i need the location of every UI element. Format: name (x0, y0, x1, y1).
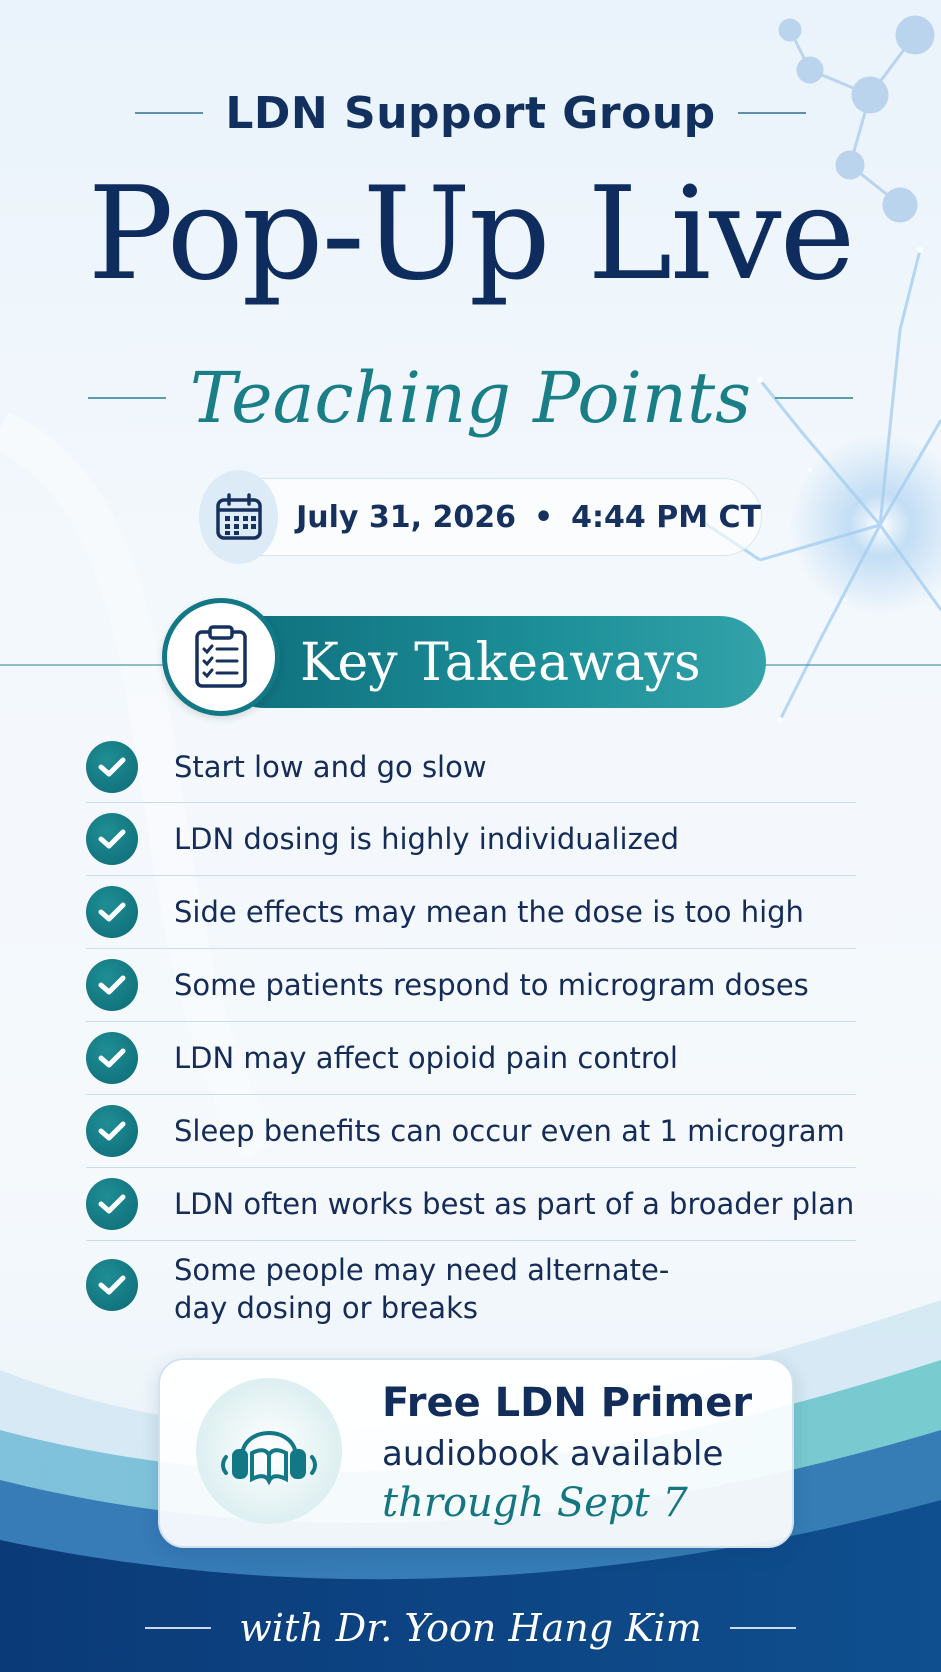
takeaway-text: Sleep benefits can occur even at 1 microgram (174, 1114, 845, 1148)
divider (88, 397, 166, 399)
event-time: 4:44 PM CT (571, 499, 761, 535)
promo-title: Free LDN Primer (382, 1380, 753, 1426)
takeaway-text: Some people may need alternate-day dosing or breaks (174, 1253, 670, 1325)
event-date: July 31, 2026 (296, 499, 516, 535)
audiobook-headphones-icon (196, 1378, 342, 1524)
checkmark-icon (86, 886, 138, 938)
separator-dot: • (533, 499, 554, 535)
list-item (86, 1241, 856, 1337)
checkmark-icon (86, 1105, 138, 1157)
clipboard-checklist-icon (162, 598, 280, 716)
list-item (86, 732, 856, 803)
calendar-icon (199, 470, 278, 564)
subtitle-row (0, 350, 941, 446)
divider (730, 1627, 796, 1629)
promo-subtitle: audiobook available (382, 1434, 724, 1474)
page-title: Pop-Up Live (87, 160, 854, 309)
takeaway-text: LDN often works best as part of a broader plan (174, 1187, 855, 1221)
checkmark-icon (86, 1178, 138, 1230)
list-item (86, 803, 856, 876)
list-item (86, 1022, 856, 1095)
byline-row (0, 1600, 941, 1656)
checkmark-icon (86, 1032, 138, 1084)
checkmark-icon (86, 1259, 138, 1311)
checkmark-icon (86, 959, 138, 1011)
divider (738, 112, 806, 114)
takeaways-list (86, 732, 856, 1337)
checkmark-icon (86, 741, 138, 793)
promo-availability: through Sept 7 (382, 1480, 688, 1526)
list-item (86, 876, 856, 949)
takeaway-text: LDN may affect opioid pain control (174, 1041, 678, 1075)
event-date-pill (200, 478, 762, 556)
list-item (86, 1095, 856, 1168)
list-item (86, 949, 856, 1022)
takeaway-text: Start low and go slow (174, 750, 487, 784)
divider (775, 397, 853, 399)
key-takeaways-heading: Key Takeaways (300, 633, 701, 693)
divider (135, 112, 203, 114)
takeaway-text: Side effects may mean the dose is too high (174, 895, 804, 929)
takeaway-text: Some patients respond to microgram doses (174, 968, 809, 1002)
takeaway-text: LDN dosing is highly individualized (174, 822, 680, 856)
group-name-row (0, 78, 941, 148)
checkmark-icon (86, 813, 138, 865)
group-name: LDN Support Group (225, 87, 716, 139)
event-datetime (296, 500, 761, 535)
subtitle: Teaching Points (189, 357, 752, 439)
list-item (86, 1168, 856, 1241)
divider (145, 1627, 211, 1629)
byline: with Dr. Yoon Hang Kim (239, 1606, 702, 1650)
